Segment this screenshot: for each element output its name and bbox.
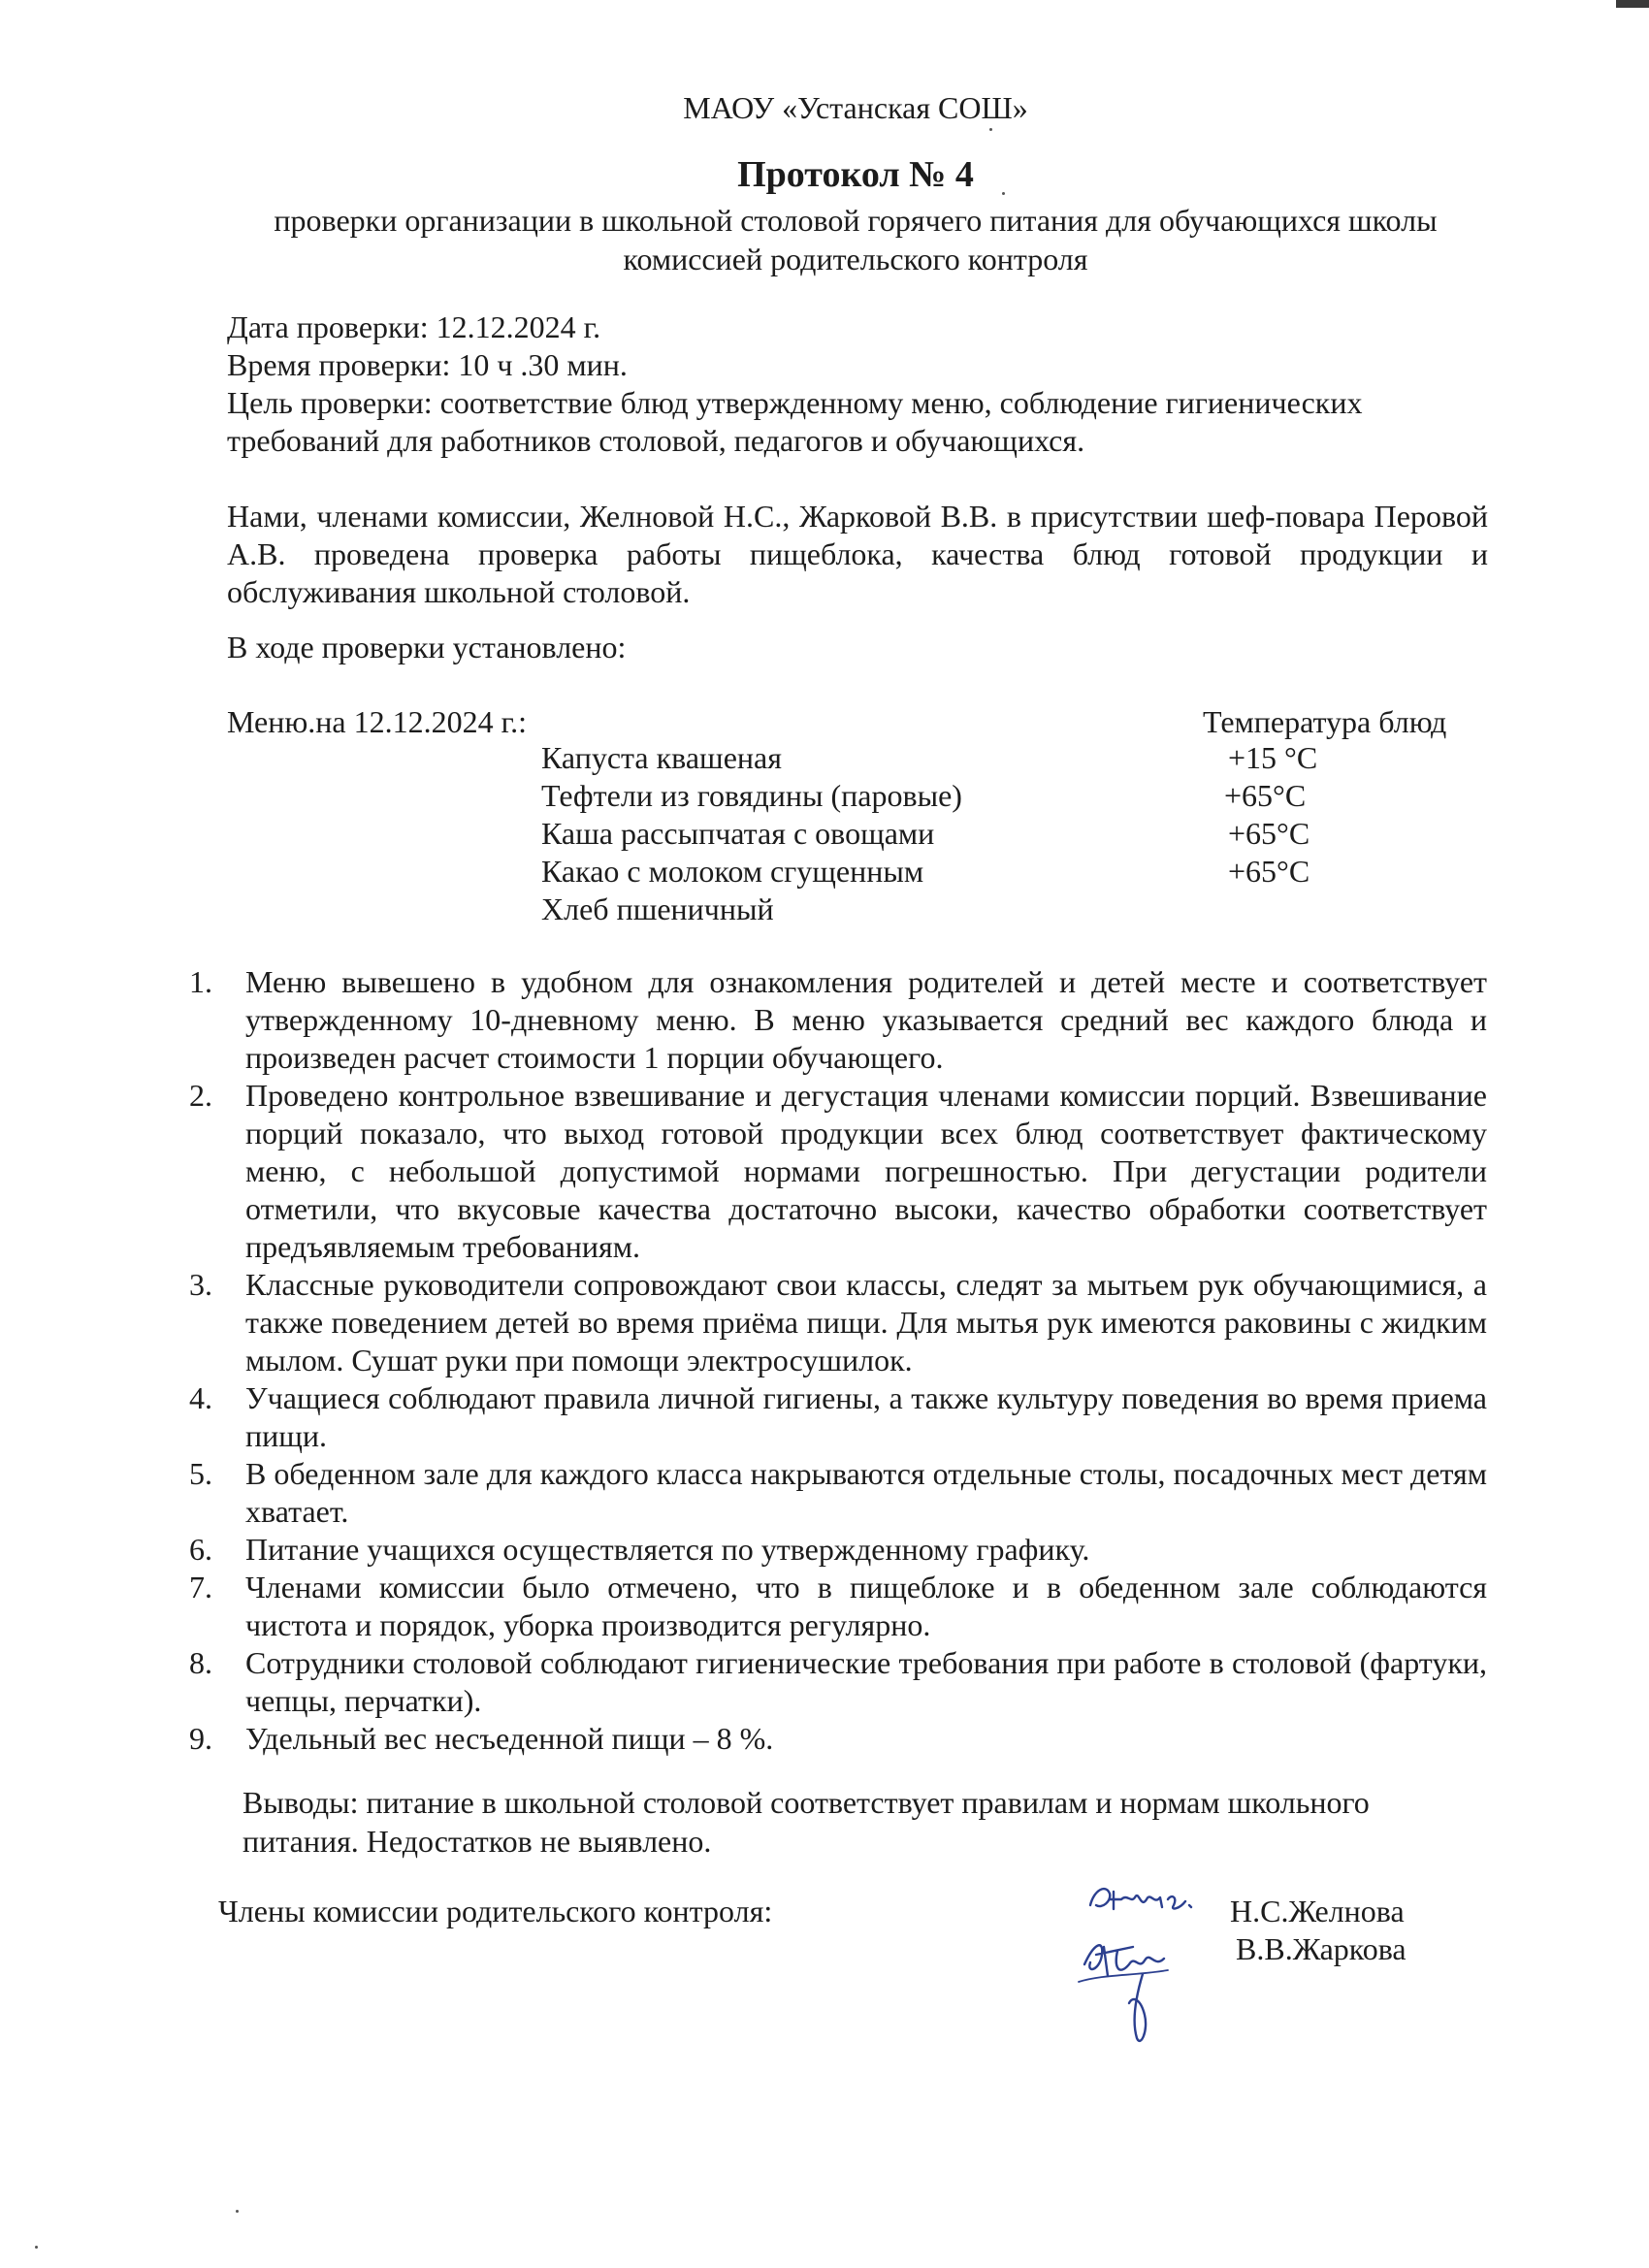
finding-number: 6. — [189, 1532, 212, 1567]
intro-paragraph: Нами, членами комиссии, Желновой Н.С., Жарковой В.В. в присутствии шеф-повара Перовой А.В. проведена проверка работы пищеблока, качества блюд готовой продукции и обслуживания школьной столовой. — [227, 499, 1488, 609]
menu-dish: Каша рассыпчатая с овощами — [541, 816, 935, 851]
finding-text: Классные руководители сопровождают свои классы, следят за мытьем рук обучающимися, а также поведением детей во время приёма пищи. Для мытья рук имеются раковины с жидким мылом. Сушат руки при помощи электросушилок. — [245, 1267, 1487, 1377]
menu-temp: +15 °С — [1228, 740, 1318, 775]
finding-number: 5. — [189, 1456, 212, 1491]
finding-item — [189, 1644, 1487, 1720]
scan-speck — [35, 2246, 38, 2249]
finding-item — [189, 963, 1487, 1077]
scan-speck — [236, 2210, 239, 2213]
menu-temp: +65°С — [1228, 854, 1310, 889]
finding-text: Удельный вес несъеденной пищи – 8 %. — [245, 1721, 774, 1756]
finding-number: 3. — [189, 1267, 212, 1302]
scan-speck — [1002, 192, 1005, 195]
finding-text: Членами комиссии было отмечено, что в пищеблоке и в обеденном зале соблюдаются чистота и порядок, уборка производится регулярно. — [245, 1570, 1487, 1642]
finding-number: 7. — [189, 1570, 212, 1604]
findings-heading: В ходе проверки установлено: — [227, 630, 627, 664]
inspection-meta — [227, 308, 1488, 460]
member-name: Н.С.Желнова — [1230, 1894, 1405, 1928]
menu-dish: Капуста квашеная — [541, 740, 782, 775]
scan-speck — [989, 128, 992, 131]
menu-dish: Тефтели из говядины (паровые) — [541, 778, 962, 813]
menu-temp: +65°С — [1228, 816, 1310, 851]
protocol-title: Протокол № 4 — [737, 154, 974, 195]
conclusion-paragraph: Выводы: питание в школьной столовой соответствует правилам и нормам школьного питания. Недостатков не выявлено. — [242, 1785, 1370, 1859]
menu-dish: Хлеб пшеничный — [541, 891, 774, 926]
finding-number: 4. — [189, 1380, 212, 1415]
scan-edge-mark — [1616, 0, 1649, 8]
finding-item — [189, 1569, 1487, 1644]
finding-text: Меню вывешено в удобном для ознакомления родителей и детей месте и соответствует утвержденному 10-дневному меню. В меню указывается средний вес каждого блюда и произведен расчет стоимости 1 порции обучающего. — [245, 964, 1487, 1075]
finding-text: Сотрудники столовой соблюдают гигиенические требования при работе в столовой (фартуки, чепцы, перчатки). — [245, 1645, 1487, 1718]
finding-text: В обеденном зале для каждого класса накрываются отдельные столы, посадочных мест детям хватает. — [245, 1456, 1487, 1529]
finding-item — [189, 1266, 1487, 1379]
organization-name: МАОУ «Устанская СОШ» — [683, 90, 1028, 125]
finding-text: Питание учащихся осуществляется по утвержденному графику. — [245, 1532, 1090, 1567]
menu-label: Меню.на 12.12.2024 г.: — [227, 704, 527, 739]
inspection-purpose-line-2: требований для работников столовой, педагогов и обучающихся. — [227, 423, 1085, 458]
finding-number: 8. — [189, 1645, 212, 1680]
finding-number: 9. — [189, 1721, 212, 1756]
finding-item — [189, 1455, 1487, 1531]
protocol-subtitle — [225, 201, 1486, 278]
finding-item — [189, 1531, 1487, 1569]
signature-zhelnova — [1084, 1870, 1201, 1928]
temperature-header: Температура блюд — [1203, 704, 1447, 739]
subtitle-line-2: комиссией родительского контроля — [623, 242, 1088, 276]
member-name: В.В.Жаркова — [1236, 1931, 1406, 1966]
inspection-date: Дата проверки: 12.12.2024 г. — [227, 309, 601, 344]
finding-text: Проведено контрольное взвешивание и дегустация членами комиссии порций. Взвешивание порций показало, что выход готовой продукции всех блюд соответствует фактическому меню, с небольшой допустимой нормами погрешностью. При дегустации родители отметили, что вкусовые качества достаточно высоки, качество обработки соответствует предъявляемым требованиям. — [245, 1078, 1487, 1264]
finding-text: Учащиеся соблюдают правила личной гигиены, а также культуру поведения во время приема пищи. — [245, 1380, 1487, 1453]
finding-number: 2. — [189, 1078, 212, 1113]
finding-item — [189, 1720, 1487, 1758]
menu-dish: Какао с молоком сгущенным — [541, 854, 924, 889]
inspection-purpose-line-1: Цель проверки: соответствие блюд утвержденному меню, соблюдение гигиенических — [227, 385, 1363, 420]
findings-list — [189, 963, 1487, 1758]
signature-zharkova — [1075, 1926, 1191, 2052]
signatures-label: Члены комиссии родительского контроля: — [218, 1894, 773, 1928]
finding-item — [189, 1077, 1487, 1266]
menu-temp: +65°С — [1224, 778, 1307, 813]
inspection-time: Время проверки: 10 ч .30 мин. — [227, 347, 628, 382]
finding-item — [189, 1379, 1487, 1455]
finding-number: 1. — [189, 964, 212, 999]
subtitle-line-1: проверки организации в школьной столовой горячего питания для обучающихся школы — [274, 203, 1438, 238]
